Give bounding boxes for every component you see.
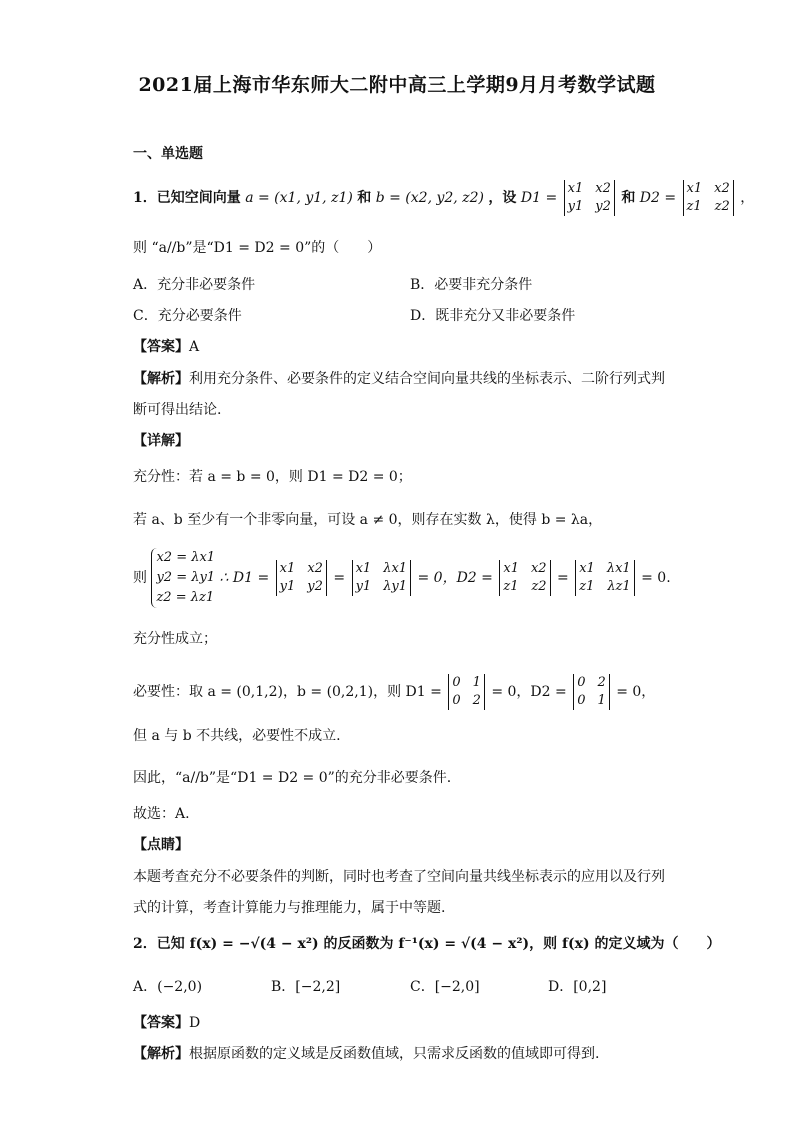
analysis-tag: 【解析】 bbox=[133, 1046, 189, 1062]
det-cell: z2 bbox=[531, 579, 547, 594]
answer-tag: 【答案】 bbox=[133, 1015, 189, 1031]
det-cell: x1 bbox=[279, 561, 296, 576]
det-d2-b bbox=[575, 560, 634, 596]
q1-d2-label: D2 = bbox=[639, 190, 677, 206]
system-eq: y2 = λy1 bbox=[156, 570, 216, 585]
det-cell: y2 bbox=[307, 579, 323, 594]
det-cell: 0 bbox=[452, 675, 461, 690]
system-eq: z2 = λz1 bbox=[156, 590, 215, 605]
q1-stem-end: ， bbox=[740, 190, 755, 206]
necessity-mid: = 0，D2 = bbox=[491, 684, 567, 700]
det-cell: x2 bbox=[714, 181, 730, 196]
equals-zero: = 0. bbox=[641, 570, 671, 586]
q1-detail-line4: 充分性成立； bbox=[133, 631, 217, 647]
det-cell: 2 bbox=[472, 693, 481, 708]
then-label: 则 bbox=[133, 570, 147, 586]
q1-d1-label: D1 = bbox=[520, 190, 558, 206]
q2-option-b: B．[−2,2] bbox=[271, 979, 341, 995]
q1-option-a: A．充分非必要条件 bbox=[133, 277, 256, 293]
q1-comment-line1: 本题考查充分不必要条件的判断，同时也考查了空间向量共线坐标表示的应用以及行列 bbox=[133, 869, 665, 885]
q1-set: ，设 bbox=[488, 190, 517, 206]
q2-analysis bbox=[133, 1044, 599, 1064]
q1-stem-line2: 则 “a//b”是“D1 = D2 = 0”的（ ） bbox=[133, 240, 382, 256]
q1-stem bbox=[133, 180, 754, 216]
q1-detail-line7: 因此，“a//b”是“D1 = D2 = 0”的充分非必要条件. bbox=[133, 770, 452, 786]
q1-d2-determinant bbox=[683, 180, 734, 216]
det-cell: y2 bbox=[595, 199, 611, 214]
answer-value: D bbox=[189, 1015, 201, 1031]
det-cell: z1 bbox=[579, 579, 595, 594]
q1-detail-line8: 故选：A. bbox=[133, 806, 190, 822]
det-cell: z1 bbox=[686, 199, 702, 214]
page-title: 2021届上海市华东师大二附中高三上学期9月月考数学试题 bbox=[138, 74, 656, 96]
q2-option-d: D．[0,2] bbox=[548, 979, 607, 995]
necessity-text: 必要性：取 a = (0,1,2)，b = (0,2,1)，则 D1 = bbox=[133, 684, 442, 700]
det-cell: x1 bbox=[579, 561, 595, 576]
q1-comment-line2: 式的计算，考查计算能力与推理能力，属于中等题. bbox=[133, 900, 446, 916]
det-cell: y1 bbox=[355, 579, 372, 594]
q1-detail-line5 bbox=[133, 674, 655, 710]
d2-label: = 0，D2 = bbox=[417, 570, 493, 586]
q1-analysis bbox=[133, 369, 665, 389]
det-d2-a bbox=[499, 560, 550, 596]
det-cell: λx1 bbox=[606, 561, 631, 576]
necessity-end: = 0， bbox=[616, 684, 656, 700]
det-cell: x2 bbox=[595, 181, 611, 196]
answer-value: A bbox=[189, 339, 200, 355]
q1-detail-line2: 若 a、b 至少有一个非零向量，可设 a ≠ 0，则存在实数 λ，使得 b = λa， bbox=[133, 512, 603, 528]
q1-analysis-cont: 断可得出结论. bbox=[133, 402, 222, 418]
det-cell: y1 bbox=[567, 199, 584, 214]
det-cell: 0 bbox=[452, 693, 461, 708]
q1-detail-system-line bbox=[133, 548, 671, 608]
q1-and2: 和 bbox=[621, 190, 636, 206]
analysis-text: 根据原函数的定义域是反函数值域，只需求反函数的值域即可得到. bbox=[189, 1046, 600, 1062]
q2-stem: 2．已知 f(x) = −√(4 − x²) 的反函数为 f⁻¹(x) = √(4 − x²)，则 f(x) 的定义域为（ ） bbox=[133, 936, 721, 952]
q1-detail-line6: 但 a 与 b 不共线，必要性不成立. bbox=[133, 728, 341, 744]
q1-option-b: B．必要非充分条件 bbox=[410, 277, 533, 293]
det-cell: x2 bbox=[530, 561, 547, 576]
equals: = bbox=[557, 570, 569, 586]
system-eq: x2 = λx1 bbox=[156, 550, 216, 565]
det-d1-a bbox=[276, 560, 327, 596]
q1-detail-line1: 充分性：若 a = b = 0，则 D1 = D2 = 0； bbox=[133, 469, 412, 485]
det-cell: z1 bbox=[503, 579, 519, 594]
q1-vector-a: a = (x1, y1, z1) bbox=[245, 190, 353, 206]
det-d1-b bbox=[352, 560, 411, 596]
q1-vector-b: b = (x2, y2, z2) bbox=[375, 190, 484, 206]
q1-detail-tag: 【详解】 bbox=[133, 433, 189, 449]
equation-system bbox=[151, 548, 215, 608]
det-cell: 0 bbox=[577, 675, 586, 690]
q1-d1-determinant bbox=[564, 180, 615, 216]
q2-option-c: C．[−2,0] bbox=[410, 979, 480, 995]
det-cell: z2 bbox=[714, 199, 730, 214]
q1-comment-tag: 【点睛】 bbox=[133, 837, 189, 853]
q1-answer bbox=[133, 337, 199, 357]
answer-tag: 【答案】 bbox=[133, 339, 189, 355]
det-cell: λx1 bbox=[383, 561, 408, 576]
q2-option-a: A．(−2,0) bbox=[133, 979, 203, 995]
q1-option-d: D．既非充分又非必要条件 bbox=[410, 308, 576, 324]
det-necessity-2 bbox=[573, 674, 610, 710]
det-necessity-1 bbox=[448, 674, 485, 710]
q1-option-c: C．充分必要条件 bbox=[133, 308, 242, 324]
equals: = bbox=[333, 570, 346, 586]
det-cell: x1 bbox=[567, 181, 584, 196]
det-cell: 1 bbox=[472, 675, 481, 690]
det-cell: 1 bbox=[597, 693, 606, 708]
section-heading: 一、单选题 bbox=[133, 146, 203, 162]
det-cell: y1 bbox=[279, 579, 296, 594]
det-cell: 0 bbox=[577, 693, 586, 708]
det-cell: λy1 bbox=[383, 579, 408, 594]
analysis-tag: 【解析】 bbox=[133, 371, 189, 387]
analysis-text: 利用充分条件、必要条件的定义结合空间向量共线的坐标表示、二阶行列式判 bbox=[189, 371, 665, 387]
q2-answer bbox=[133, 1013, 200, 1033]
q1-and: 和 bbox=[357, 190, 372, 206]
det-cell: λz1 bbox=[607, 579, 631, 594]
therefore-d1: ∴ D1 = bbox=[219, 570, 270, 586]
det-cell: x1 bbox=[355, 561, 372, 576]
det-cell: x1 bbox=[503, 561, 519, 576]
det-cell: x1 bbox=[686, 181, 703, 196]
det-cell: x2 bbox=[307, 561, 323, 576]
q1-stem-text: 1．已知空间向量 bbox=[133, 190, 241, 206]
det-cell: 2 bbox=[597, 675, 606, 690]
